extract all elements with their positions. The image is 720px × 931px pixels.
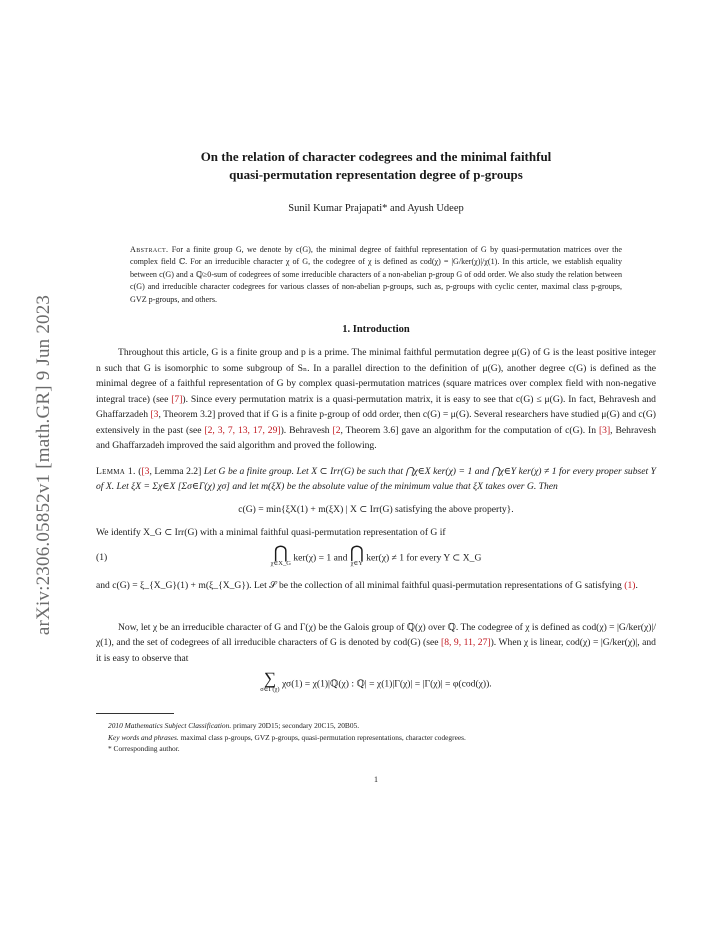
abstract-text: For a finite group G, we denote by c(G), the minimal degree of faithful representation of G by quasi-permutation matrices over the complex field ℂ. For an irreducible character χ of G, the codegree of χ is defined as cod(χ) = |G/ker(χ)|/χ(1). In this article, we establish equality between c(G) and a ℚ≥0-sum of codegrees of some irreducible characters of a non-abelian p-group G of odd order. We also study the relation between c(G) and irreducible character codegrees for various classes of non-abelian p-groups, such as, p-groups with cyclic center, maximal class p-groups, GVZ p-groups, and others. [130,245,622,304]
citation-link[interactable]: [2 [332,424,341,436]
abstract [130,244,622,306]
codegree-paragraph [96,620,656,667]
lemma-cite-open: ( [138,465,142,477]
codegree-formula [96,669,656,695]
arxiv-identifier: arXiv:2306.05852v1 [math.GR] 9 Jun 2023 [33,294,54,636]
intro-text-6: , Behravesh and Ghaffarzadeh improved the said algorithm and proved the following. [96,424,656,452]
after-text-2: . [635,580,638,592]
citation-link[interactable]: [3 [141,465,150,477]
lemma-formula: c(G) = min{ξX(1) + m(ξX) | X ⊂ Irr(G) satisfying the above property}. [238,503,514,515]
abstract-label: Abstract. [130,245,169,254]
lemma-statement: Let G be a finite group. Let X ⊂ Irr(G) be such that ⋂χ∈X ker(χ) = 1 and ⋂χ∈Y ker(χ) ≠ 1 for every proper subset Y of X. Let ξX = Σχ∈X [Σσ∈Γ(χ) χσ] and let m(ξX) be the absolute value of the minimum value that ξX takes over G. Then [96,465,657,493]
intro-text-2: ). Since every permutation matrix is a quasi-permutation matrix, it is easy to see that c(G) ≤ μ(G). In fact, Behravesh and Ghaffarzadeh [96,393,656,421]
intersection-symbol: ⋂ χ∈Y [349,543,364,568]
equation-reference[interactable]: (1) [624,580,636,592]
section-heading: 1. Introduction [342,324,410,336]
footnote-divider [96,713,174,714]
summation-symbol: ∑ σ∈Γ(χ) [260,669,280,694]
citation-link[interactable]: [2, 3, 7, 13, 17, 29] [204,424,281,436]
codegree-formula-text: χσ(1) = χ(1)|ℚ(χ) : ℚ| = χ(1)|Γ(χ)| = |Γ(χ)| = φ(cod(χ)). [282,678,492,690]
lemma-1 [96,464,656,495]
authors: Sunil Kumar Prajapati* and Ayush Udeep [288,203,464,214]
citation-link[interactable]: [7] [171,393,183,405]
citation-link[interactable]: [8, 9, 11, 27] [441,637,491,649]
intro-text-5: , Theorem 3.6] gave an algorithm for the computation of c(G). In [340,424,599,436]
lemma-label: Lemma 1. [96,465,136,477]
citation-link[interactable]: [3] [598,424,611,436]
footnote-msc: 2010 Mathematics Subject Classification. primary 20D15; secondary 20C15, 20B05. [108,721,360,731]
intro-paragraph [96,345,656,454]
equation-part-1: ker(χ) = 1 and [293,552,348,564]
identify-sentence: We identify X_G ⊂ Irr(G) with a minimal faithful quasi-permutation representation of G if [96,526,446,538]
equation-content [96,543,656,569]
footnote-corresponding: * Corresponding author. [108,744,180,754]
intro-text-1: Throughout this article, G is a finite group and p is a prime. The minimal faithful permutation degree μ(G) of G is the least positive integer n such that G is isomorphic to some subgroup of Sₙ. In a parallel direction to the definition of μ(G), another degree c(G) is defined as the minimal degree of a faithful representation of G by complex quasi-permutation matrices (square matrices over complex field with non-negative integral trace) (see [96,347,656,405]
citation-link[interactable]: [3 [150,409,159,421]
codegree-text-1: Now, let χ be an irreducible character of G and Γ(χ) be the Galois group of ℚ(χ) over ℚ. The codegree of χ is defined as cod(χ) = |G/ker(χ)|/χ(1), and the set of codegrees of all irreducible characters of G is denoted by cod(G) (see [96,621,656,649]
equation-1 [96,544,656,578]
title-line-2: quasi-permutation representation degree of p-groups [229,167,523,182]
paper-page [96,148,656,784]
intro-text-4: ). Behravesh [280,424,333,436]
intro-text-3: , Theorem 3.2] proved that if G is a finite p-group of odd order, then c(G) = μ(G). Several researchers have studied μ(G) and c(G) extensively in the past (see [96,409,656,436]
after-text-1: and c(G) = ξ_{X_G}(1) + m(ξ_{X_G}). Let 𝒮 be the collection of all minimal faithful quasi-permutation representations of G satisfying [96,580,625,592]
page-number: 1 [374,774,378,784]
paper-title [96,148,656,184]
title-line-1: On the relation of character codegrees and the minimal faithful [200,149,552,164]
equation-label: (1) [96,552,108,564]
intersection-symbol: ⋂ χ∈X_G [270,543,291,568]
after-equation [96,578,656,594]
equation-part-2: ker(χ) ≠ 1 for every Y ⊂ X_G [366,552,482,564]
footnote-keywords: Key words and phrases. maximal class p-groups, GVZ p-groups, quasi-permutation representations, character codegrees. [108,732,466,742]
lemma-cite-rest: , Lemma 2.2] [149,465,202,477]
codegree-text-2: ). When χ is linear, cod(χ) = |G/ker(χ)|, and it is easy to observe that [96,637,656,664]
